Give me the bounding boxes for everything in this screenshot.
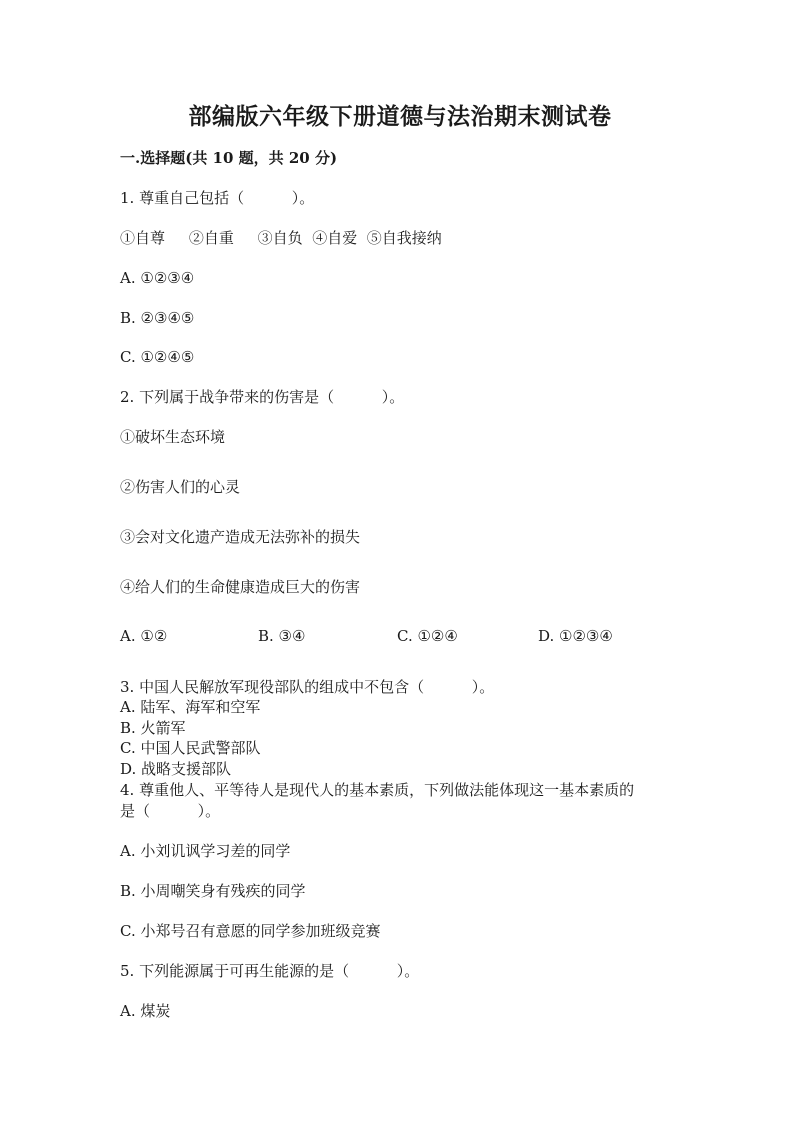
question-2-item-2: ②伤害人们的心灵 [120,478,241,496]
question-2-option-d: D. ①②③④ [538,627,613,645]
question-1-option-c: C. ①②④⑤ [120,348,195,366]
question-4-stem-line-2: 是（ ）。 [120,802,221,820]
question-5-stem: 5. 下列能源属于可再生能源的是（ ）。 [120,962,420,980]
question-4-stem-line-1: 4. 尊重他人、平等待人是现代人的基本素质，下列做法能体现这一基本素质的 [120,781,635,799]
question-2-option-c: C. ①②④ [397,627,458,645]
question-3-option-a: A. 陆军、海军和空军 [120,698,261,716]
page-title: 部编版六年级下册道德与法治期末测试卷 [188,103,612,130]
section-heading: 一.选择题(共 10 题，共 20 分) [120,149,338,167]
question-1-option-a: A. ①②③④ [120,269,195,287]
question-1-items: ①自尊 ②自重 ③自负 ④自爱 ⑤自我接纳 [120,229,442,247]
question-3-option-b: B. 火箭军 [120,719,186,737]
question-4-option-a: A. 小刘讥讽学习差的同学 [120,842,291,860]
question-2-stem: 2. 下列属于战争带来的伤害是（ ）。 [120,388,405,406]
question-2-item-1: ①破坏生态环境 [120,428,226,446]
question-4-option-b: B. 小周嘲笑身有残疾的同学 [120,882,306,900]
question-2-item-3: ③会对文化遗产造成无法弥补的损失 [120,528,361,546]
question-4-option-c: C. 小郑号召有意愿的同学参加班级竞赛 [120,922,381,940]
question-2-item-4: ④给人们的生命健康造成巨大的伤害 [120,578,361,596]
question-1-option-b: B. ②③④⑤ [120,309,195,327]
question-3-option-c: C. 中国人民武警部队 [120,739,261,757]
question-2-option-a: A. ①② [120,627,168,645]
question-3-stem: 3. 中国人民解放军现役部队的组成中不包含（ ）。 [120,678,495,696]
question-2-option-b: B. ③④ [258,627,306,645]
question-3-option-d: D. 战略支援部队 [120,760,232,778]
question-1-stem: 1. 尊重自己包括（ ）。 [120,189,315,207]
question-5-option-a: A. 煤炭 [120,1002,171,1020]
